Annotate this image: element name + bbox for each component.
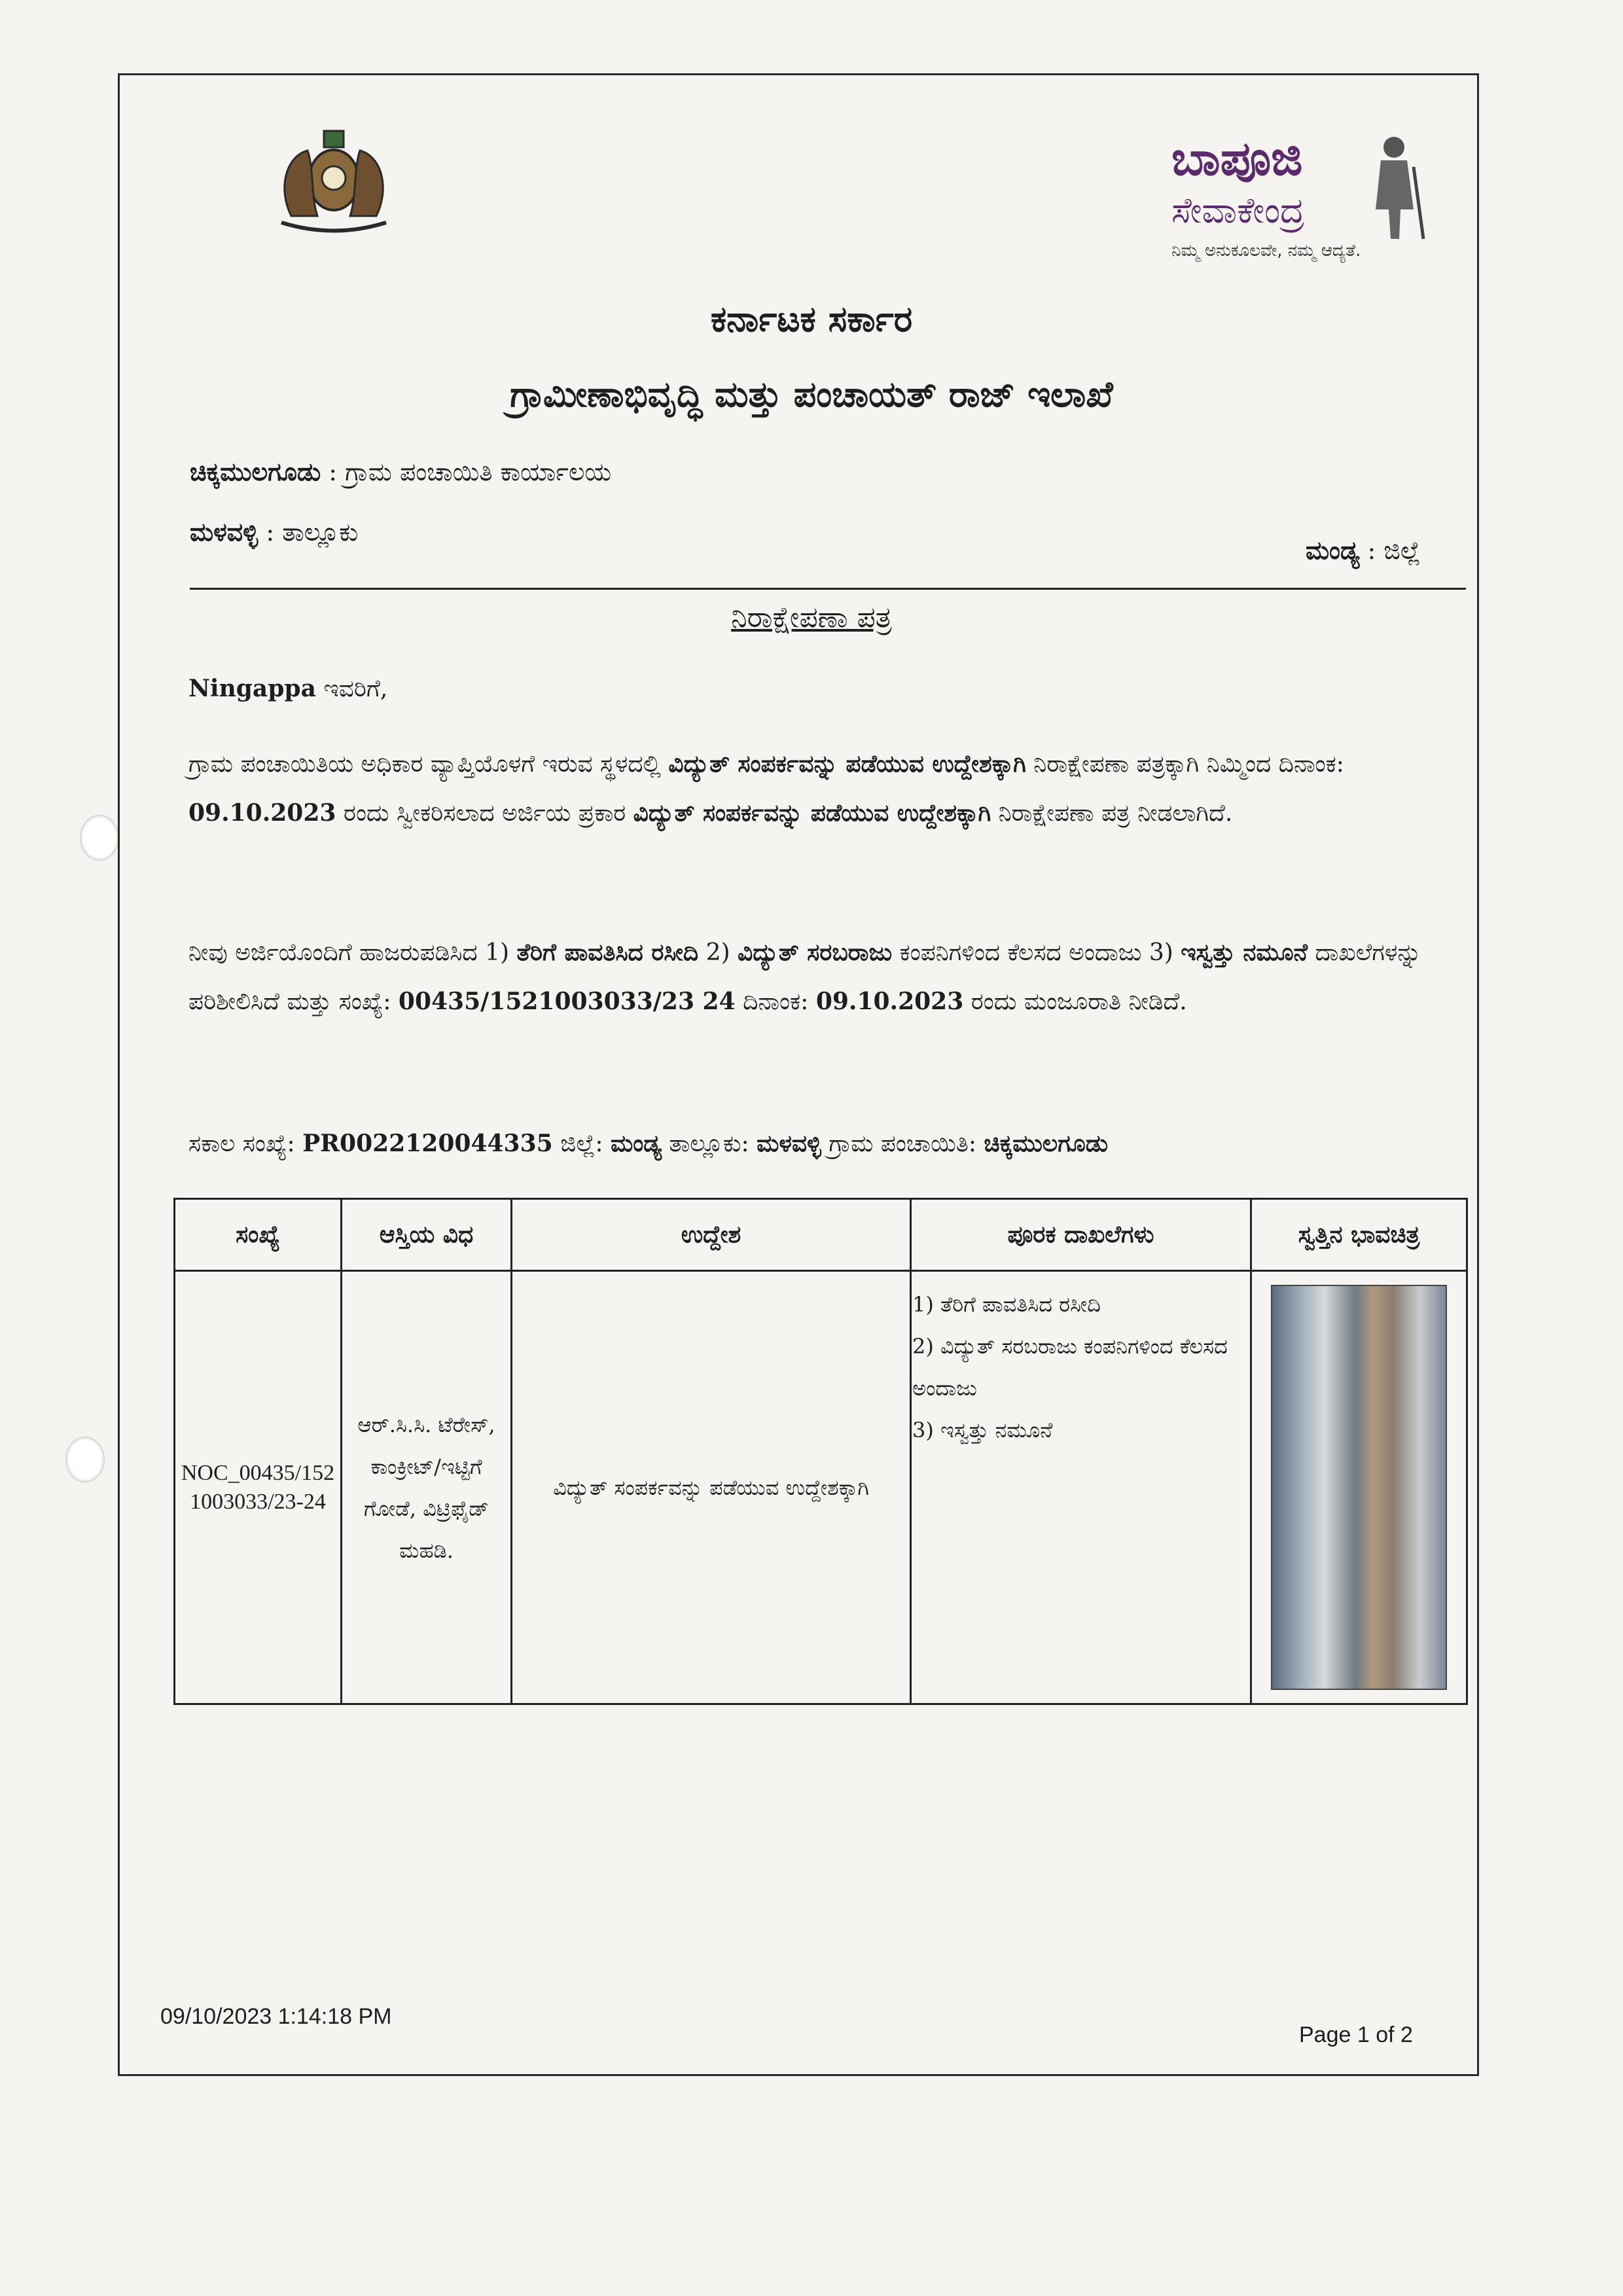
col-header-number: ಸಂಖ್ಯೆ (175, 1199, 342, 1271)
para1-date: 09.10.2023 (188, 799, 336, 827)
para2-text-d: ವಿದ್ಯುತ್ ಸರಬರಾಜು (737, 939, 893, 966)
para2-text-k: ರಂದು ಮಂಜೂರಾತಿ ನೀಡಿದೆ. (963, 988, 1187, 1015)
table-header-row (175, 1199, 1467, 1271)
sakala-district-label: ಜಿಲ್ಲೆ: (552, 1130, 611, 1157)
district-label: : ಜಿಲ್ಲೆ (1359, 536, 1421, 565)
page-number: Page 1 of 2 (1299, 2022, 1413, 2047)
para1-text-a: ಗ್ರಾಮ ಪಂಚಾಯಿತಿಯ ಅಧಿಕಾರ ವ್ಯಾಪ್ತಿಯೊಳಗೆ ಇರುವ ಸ್ಥಳದಲ್ಲಿ (188, 751, 669, 778)
col-header-photo: ಸ್ವತ್ತಿನ ಭಾವಚಿತ್ರ (1251, 1199, 1467, 1271)
salutation-suffix: ಇವರಿಗೆ, (315, 675, 388, 702)
cell-property-type (342, 1271, 512, 1704)
col-header-property-type: ಆಸ್ತಿಯ ವಿಧ (342, 1199, 512, 1271)
document-item: 3) ಇಸ್ವತ್ತು ನಮೂನೆ (912, 1418, 1053, 1443)
header-divider (190, 588, 1466, 590)
sakala-number: PR0022120044335 (302, 1130, 553, 1157)
col-header-documents: ಪೂರಕ ದಾಖಲೆಗಳು (911, 1199, 1251, 1271)
cell-photo (1251, 1271, 1467, 1704)
cell-documents (911, 1271, 1251, 1704)
print-timestamp: 09/10/2023 1:14:18 PM (160, 2004, 392, 2029)
logo-brand-text: ಬಾಪೂಜಿ (1171, 131, 1303, 186)
district-line (1306, 535, 1421, 565)
sakala-taluk: ಮಳವಳ್ಳಿ (757, 1130, 821, 1157)
property-table (173, 1198, 1468, 1705)
cell-purpose (512, 1271, 911, 1704)
applicant-name: Ningappa (188, 675, 316, 702)
para1-text-e: ರಂದು ಸ್ವೀಕರಿಸಲಾದ ಅರ್ಜಿಯ ಪ್ರಕಾರ (336, 800, 633, 827)
bapuji-logo (1158, 131, 1433, 268)
sakala-line (188, 1119, 1465, 1168)
para2-reference-number: 00435/1521003033/23 24 (398, 988, 736, 1015)
property-photo (1271, 1285, 1447, 1690)
sakala-taluk-label: ತಾಲ್ಲೂಕು: (662, 1130, 757, 1157)
document-title: ನಿರಾಕ್ಷೇಪಣಾ ಪತ್ರ (731, 601, 892, 634)
para2-text-i: ದಿನಾಂಕ: (735, 988, 816, 1015)
gandhi-silhouette-icon (1355, 131, 1433, 242)
sakala-gp-label: ಗ್ರಾಮ ಪಂಚಾಯಿತಿ: (821, 1130, 984, 1157)
sakala-district: ಮಂಡ್ಯ (610, 1130, 662, 1157)
district-name: ಮಂಡ್ಯ (1306, 535, 1360, 565)
property-type: ಆರ್.ಸಿ.ಸಿ. ಟೆರೇಸ್, ಕಾಂಕ್ರೀಟ್/ಇಟ್ಟಿಗೆ ಗೋಡೆ, ವಿಟ್ರಿಫೈಡ್ ಮಹಡಿ. (357, 1412, 495, 1563)
department-title: ಗ್ರಾಮೀಣಾಭಿವೃದ್ಧಿ ಮತ್ತು ಪಂಚಾಯತ್ ರಾಜ್ ಇಲಾಖೆ (510, 373, 1113, 415)
para2-text-e: ಕಂಪನಿಗಳಿಂದ ಕೆಲಸದ ಅಂದಾಜು 3) (892, 939, 1181, 966)
paragraph-1 (188, 740, 1465, 838)
document-item: 2) ವಿದ್ಯುತ್ ಸರಬರಾಜು ಕಂಪನಿಗಳಿಂದ ಕೆಲಸದ ಅಂದಾಜು (912, 1334, 1228, 1401)
sakala-gp: ಚಿಕ್ಕಮುಲಗೂಡು (984, 1130, 1109, 1157)
gp-name: ಚಿಕ್ಕಮುಲಗೂಡು (190, 457, 321, 486)
document-item: 1) ತೆರಿಗೆ ಪಾವತಿಸಿದ ರಸೀದಿ (912, 1292, 1101, 1317)
para2-date: 09.10.2023 (815, 988, 964, 1015)
para1-text-b: ವಿದ್ಯುತ್ ಸಂಪರ್ಕವನ್ನು ಪಡೆಯುವ ಉದ್ದೇಶಕ್ಕಾಗಿ (668, 750, 1026, 778)
punch-hole-top (80, 815, 119, 861)
gp-office-line (190, 457, 611, 487)
para1-text-c: ನಿರಾಕ್ಷೇಪಣಾ ಪತ್ರಕ್ಕಾಗಿ ನಿಮ್ಮಿಂದ ದಿನಾಂಕ: (1026, 751, 1344, 778)
purpose: ವಿದ್ಯುತ್ ಸಂಪರ್ಕವನ್ನು ಪಡೆಯುವ ಉದ್ದೇಶಕ್ಕಾಗಿ (553, 1475, 869, 1500)
sakala-label: ಸಕಾಲ ಸಂಖ್ಯೆ: (188, 1130, 303, 1157)
govt-title: ಕರ್ನಾಟಕ ಸರ್ಕಾರ (710, 298, 913, 340)
para1-text-f: ವಿದ್ಯುತ್ ಸಂಪರ್ಕವನ್ನು ಪಡೆಯುವ ಉದ್ದೇಶಕ್ಕಾಗಿ (633, 799, 991, 827)
para1-text-g: ನಿರಾಕ್ಷೇಪಣಾ ಪತ್ರ ನೀಡಲಾಗಿದೆ. (991, 800, 1233, 827)
logo-sub-text: ಸೇವಾಕೇಂದ್ರ (1171, 190, 1305, 231)
cell-noc-number (175, 1271, 342, 1704)
para2-text-b: ತೆರಿಗೆ ಪಾವತಿಸಿದ ರಸೀದಿ (516, 939, 699, 966)
para2-text-f: ಇಸ್ವತ್ತು ನಮೂನೆ (1181, 939, 1308, 966)
gp-label: : ಗ್ರಾಮ ಪಂಚಾಯಿತಿ ಕಾರ್ಯಾಲಯ (321, 457, 612, 486)
para2-text-a: ನೀವು ಅರ್ಜಿಯೊಂದಿಗೆ ಹಾಜರುಪಡಿಸಿದ 1) (188, 939, 517, 966)
punch-hole-bottom (65, 1437, 105, 1482)
salutation (188, 664, 1465, 713)
para2-text-c: 2) (698, 939, 738, 966)
karnataka-emblem-icon (252, 118, 416, 242)
paragraph-2 (188, 928, 1465, 1026)
logo-tagline: ನಿಮ್ಮ ಅನುಕೂಲವೇ, ನಮ್ಮ ಆದ್ಯತೆ. (1171, 241, 1361, 260)
taluk-label: : ತಾಲ್ಲೂಕು (258, 518, 359, 547)
para2-text-g: ದಾಖಲೆಗಳನ್ನು ಪರಿಶೀಲಿಸಿದೆ ಮತ್ತು ಸಂಖ್ಯೆ: (188, 939, 1421, 1015)
noc-number: NOC_00435/1521003033/23-24 (181, 1460, 335, 1514)
table-row (175, 1271, 1467, 1704)
taluk-name: ಮಳವಳ್ಳಿ (190, 517, 259, 547)
col-header-purpose: ಉದ್ದೇಶ (512, 1199, 911, 1271)
taluk-line (190, 517, 358, 547)
